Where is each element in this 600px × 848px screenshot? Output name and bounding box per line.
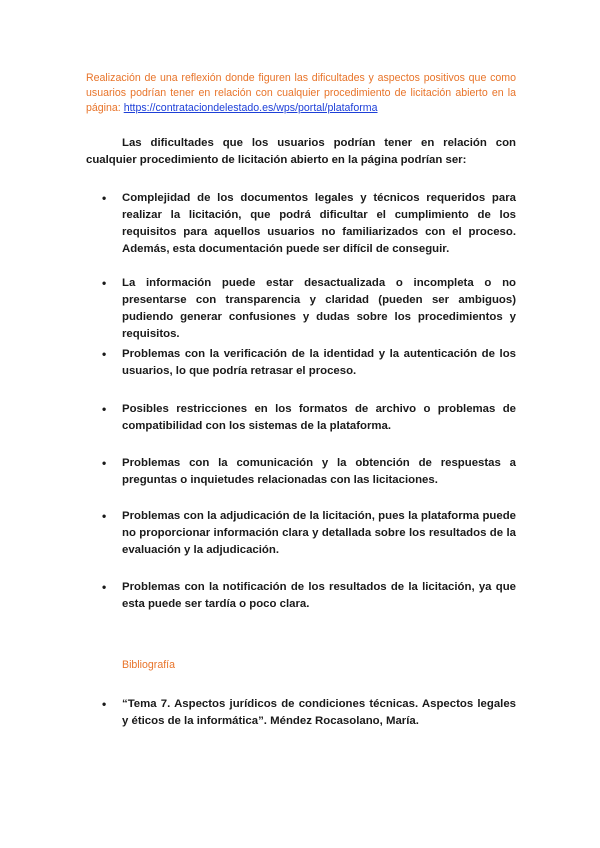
list-item (86, 455, 516, 489)
bullet-icon: • (102, 191, 107, 205)
list-item-text: Complejidad de los documentos legales y técnicos requeridos para realizar la licitación, que podrá dificultar el cumplimiento de los requisitos para aquellos usuarios no familiarizados con el proceso. Además, esta documentación puede ser difícil de conseguir. (122, 192, 516, 255)
list-item (86, 190, 516, 258)
list-item-text: Problemas con la adjudicación de la licitación, pues la plataforma puede no proporcionar información clara y detallada sobre los resultados de la evaluación y la adjudicación. (122, 510, 516, 556)
plataforma-link[interactable]: https://contrataciondelestado.es/wps/portal/plataforma (123, 102, 378, 114)
intro-text: Realización de una reflexión donde figuren las dificultades y aspectos positivos que como usuarios podrían tener en relación con cualquier procedimiento de licitación abierto en la página: (86, 72, 516, 114)
list-item-text: Problemas con la verificación de la identidad y la autenticación de los usuarios, lo que podría retrasar el proceso. (122, 348, 516, 377)
bullet-icon: • (102, 347, 107, 361)
list-item (86, 346, 516, 380)
bibliography-item-text: “Tema 7. Aspectos jurídicos de condiciones técnicas. Aspectos legales y éticos de la informática”. Méndez Rocasolano, María. (122, 698, 516, 727)
bullet-icon: • (102, 276, 107, 290)
bullet-icon: • (102, 509, 107, 523)
bibliography-heading: Bibliografía (122, 659, 175, 671)
list-item (86, 508, 516, 559)
list-item-text: Posibles restricciones en los formatos de archivo o problemas de compatibilidad con los sistemas de la plataforma. (122, 403, 516, 432)
list-item-text: Problemas con la comunicación y la obtención de respuestas a preguntas o inquietudes relacionadas con las licitaciones. (122, 457, 516, 486)
list-item-text: Problemas con la notificación de los resultados de la licitación, ya que esta puede ser tardía o poco clara. (122, 581, 516, 610)
bullet-icon: • (102, 580, 107, 594)
lead-paragraph: Las dificultades que los usuarios podrían tener en relación con cualquier procedimiento de licitación abierto en la página podrían ser: (86, 137, 516, 166)
assignment-intro (86, 71, 516, 116)
list-item (86, 579, 516, 613)
bullet-icon: • (102, 697, 107, 711)
bibliography-item (86, 696, 516, 730)
list-item (86, 401, 516, 435)
list-item (86, 275, 516, 343)
bullet-icon: • (102, 456, 107, 470)
list-item-text: La información puede estar desactualizada o incompleta o no presentarse con transparencia y claridad (pueden ser ambiguos) pudiendo generar confusiones y dudas sobre los procedimientos y requisitos. (122, 277, 516, 340)
bullet-icon: • (102, 402, 107, 416)
